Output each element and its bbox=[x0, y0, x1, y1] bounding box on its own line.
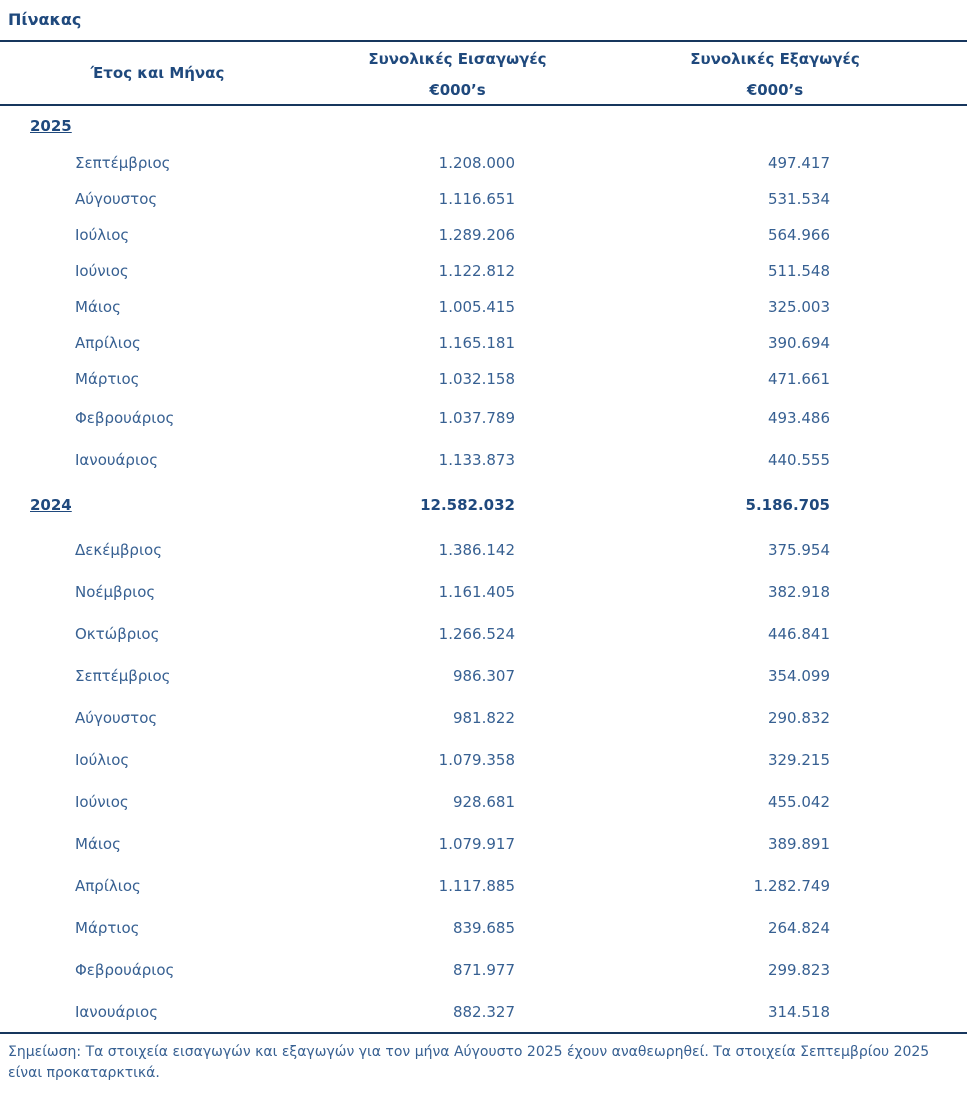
table-row bbox=[0, 949, 967, 991]
table-row bbox=[0, 289, 967, 325]
imports-header-label: Συνολικές Εισαγωγές bbox=[368, 49, 547, 68]
month-label: Φεβρουάριος bbox=[75, 961, 175, 979]
exports-value: 382.918 bbox=[767, 583, 830, 601]
month-label: Σεπτέμβριος bbox=[75, 154, 171, 172]
table-row bbox=[0, 217, 967, 253]
year-total-exports: 5.186.705 bbox=[745, 496, 830, 514]
imports-value: 1.208.000 bbox=[438, 154, 515, 172]
table-row bbox=[0, 439, 967, 481]
page-title: Πίνακας bbox=[0, 0, 967, 42]
month-label: Σεπτέμβριος bbox=[75, 667, 171, 685]
imports-value: 981.822 bbox=[452, 709, 515, 727]
year-label: 2025 bbox=[30, 116, 72, 135]
imports-value: 1.289.206 bbox=[438, 226, 515, 244]
month-label: Ιανουάριος bbox=[75, 451, 159, 469]
table-row bbox=[0, 823, 967, 865]
table-row bbox=[0, 613, 967, 655]
exports-value: 564.966 bbox=[767, 226, 830, 244]
exports-value: 264.824 bbox=[767, 919, 830, 937]
imports-value: 1.165.181 bbox=[438, 334, 515, 352]
month-label: Ιούνιος bbox=[75, 262, 129, 280]
exports-value: 531.534 bbox=[767, 190, 830, 208]
column-header-exports bbox=[660, 42, 890, 105]
month-label: Ιούλιος bbox=[75, 751, 130, 769]
imports-value: 1.133.873 bbox=[438, 451, 515, 469]
imports-value: 1.266.524 bbox=[438, 625, 515, 643]
exports-unit-label: €000’s bbox=[746, 80, 804, 99]
imports-value: 1.032.158 bbox=[438, 370, 515, 388]
table-row bbox=[0, 529, 967, 571]
imports-value: 928.681 bbox=[452, 793, 515, 811]
table-row bbox=[0, 655, 967, 697]
month-label: Μάρτιος bbox=[75, 919, 140, 937]
month-label: Μάιος bbox=[75, 298, 121, 316]
imports-value: 1.037.789 bbox=[438, 409, 515, 427]
exports-value: 493.486 bbox=[767, 409, 830, 427]
table-row bbox=[0, 697, 967, 739]
exports-value: 390.694 bbox=[767, 334, 830, 352]
exports-value: 1.282.749 bbox=[753, 877, 830, 895]
exports-value: 299.823 bbox=[767, 961, 830, 979]
imports-value: 839.685 bbox=[452, 919, 515, 937]
month-label: Ιούνιος bbox=[75, 793, 129, 811]
year-label: 2024 bbox=[30, 496, 72, 514]
year-row-2024 bbox=[0, 481, 967, 529]
column-header-imports bbox=[340, 42, 575, 105]
exports-value: 389.891 bbox=[767, 835, 830, 853]
table-row bbox=[0, 781, 967, 823]
exports-value: 497.417 bbox=[767, 154, 830, 172]
exports-value: 325.003 bbox=[767, 298, 830, 316]
month-label: Ιανουάριος bbox=[75, 1002, 159, 1021]
exports-value: 329.215 bbox=[767, 751, 830, 769]
exports-value: 290.832 bbox=[767, 709, 830, 727]
month-label: Απρίλιος bbox=[75, 334, 141, 352]
month-label: Αύγουστος bbox=[75, 190, 158, 208]
month-label: Νοέμβριος bbox=[75, 583, 156, 601]
column-header-year-month: Έτος και Μήνας bbox=[0, 42, 340, 105]
year-total-exports bbox=[660, 105, 890, 145]
month-label: Φεβρουάριος bbox=[75, 409, 175, 427]
month-label: Μάρτιος bbox=[75, 370, 140, 388]
month-label: Μάιος bbox=[75, 835, 121, 853]
imports-value: 1.079.917 bbox=[438, 835, 515, 853]
header-spacer bbox=[575, 42, 660, 105]
year-row-2025 bbox=[0, 105, 967, 145]
table-row bbox=[0, 739, 967, 781]
imports-value: 871.977 bbox=[452, 961, 515, 979]
month-label: Απρίλιος bbox=[75, 877, 141, 895]
table-row bbox=[0, 361, 967, 397]
exports-value: 375.954 bbox=[767, 541, 830, 559]
month-label: Δεκέμβριος bbox=[75, 541, 163, 559]
imports-value: 986.307 bbox=[452, 667, 515, 685]
imports-value: 1.005.415 bbox=[438, 298, 515, 316]
year-total-imports: 12.582.032 bbox=[420, 496, 515, 514]
year-total-imports bbox=[340, 105, 575, 145]
exports-value: 511.548 bbox=[767, 262, 830, 280]
header-spacer bbox=[890, 42, 967, 105]
imports-value: 1.117.885 bbox=[438, 877, 515, 895]
table-row bbox=[0, 865, 967, 907]
table-row bbox=[0, 145, 967, 181]
table-row bbox=[0, 253, 967, 289]
imports-exports-table bbox=[0, 42, 967, 1034]
exports-header-label: Συνολικές Εξαγωγές bbox=[690, 49, 860, 68]
imports-value: 1.161.405 bbox=[438, 583, 515, 601]
imports-unit-label: €000’s bbox=[429, 80, 486, 99]
exports-value: 440.555 bbox=[767, 451, 830, 469]
exports-value: 354.099 bbox=[767, 667, 830, 685]
table-header-row bbox=[0, 42, 967, 105]
month-label: Ιούλιος bbox=[75, 226, 130, 244]
imports-value: 1.116.651 bbox=[438, 190, 515, 208]
imports-value: 882.327 bbox=[452, 1002, 515, 1021]
table-row bbox=[0, 325, 967, 361]
imports-value: 1.079.358 bbox=[438, 751, 515, 769]
exports-value: 471.661 bbox=[767, 370, 830, 388]
imports-value: 1.386.142 bbox=[438, 541, 515, 559]
imports-value: 1.122.812 bbox=[438, 262, 515, 280]
table-row bbox=[0, 181, 967, 217]
month-label: Αύγουστος bbox=[75, 709, 158, 727]
table-row bbox=[0, 397, 967, 439]
exports-value: 314.518 bbox=[767, 1002, 830, 1021]
month-label: Οκτώβριος bbox=[75, 625, 160, 643]
exports-value: 446.841 bbox=[767, 625, 830, 643]
table-row bbox=[0, 991, 967, 1033]
table-row bbox=[0, 571, 967, 613]
footnote: Σημείωση: Τα στοιχεία εισαγωγών και εξαγωγών για τον μήνα Αύγουστο 2025 έχουν αναθεωρηθεί. Τα στοιχεία Σεπτεμβρίου 2025 είναι προκαταρκτικά. bbox=[8, 1044, 930, 1081]
exports-value: 455.042 bbox=[767, 793, 830, 811]
table-row bbox=[0, 907, 967, 949]
